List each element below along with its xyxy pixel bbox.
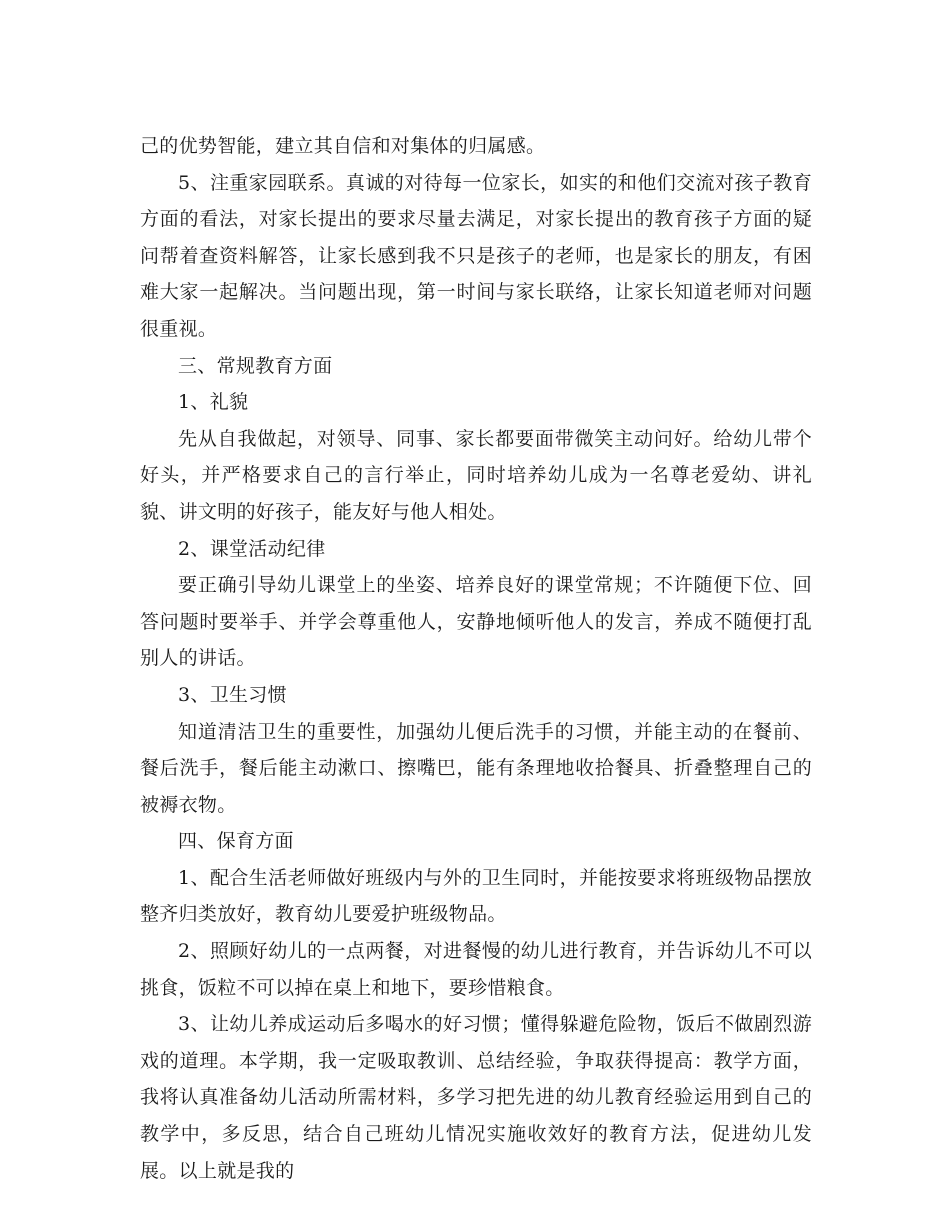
subheading-hygiene-habits: 3、卫生习惯 [178,683,287,706]
section-heading-routine-education: 三、常规教育方面 [178,354,333,377]
paragraph-care-item-2: 2、照顾好幼儿的一点两餐，对进餐慢的幼儿进行教育，并告诉幼儿不可以挑食，饭粒不可以掉在桌上和地下，要珍惜粮食。 [140,940,812,999]
paragraph-classroom-discipline: 要正确引导幼儿课堂上的坐姿、培养良好的课堂常规；不许随便下位、回答问题时要举手、并学会尊重他人，安静地倾听他人的发言，养成不随便打乱别人的讲话。 [140,574,812,670]
paragraph-manners: 先从自我做起，对领导、同事、家长都要面带微笑主动问好。给幼儿带个好头，并严格要求自己的言行举止，同时培养幼儿成为一名尊老爱幼、讲礼貌、讲文明的好孩子，能友好与他人相处。 [140,427,812,523]
section-heading-care: 四、保育方面 [178,830,294,853]
paragraph-care-item-3: 3、让幼儿养成运动后多喝水的好习惯；懂得躲避危险物，饭后不做剧烈游戏的道理。本学期，我一定吸取教训、总结经验，争取获得提高：教学方面，我将认真准备幼儿活动所需材料，多学习把先进的幼儿教育经验运用到自己的教学中，多反思，结合自己班幼儿情况实施收效好的教育方法，促进幼儿发展。以上就是我的 [140,1013,812,1182]
document-body [140,128,812,1189]
subheading-classroom-discipline: 2、课堂活动纪律 [178,537,326,560]
paragraph-home-school-contact: 5、注重家园联系。真诚的对待每一位家长，如实的和他们交流对孩子教育方面的看法，对家长提出的要求尽量去满足，对家长提出的教育孩子方面的疑问帮着查资料解答，让家长感到我不只是孩子的老师，也是家长的朋友，有困难大家一起解决。当问题出现，第一时间与家长联络，让家长知道老师对问题很重视。 [140,171,812,340]
paragraph-continuation: 己的优势智能，建立其自信和对集体的归属感。 [140,135,546,157]
subheading-manners: 1、礼貌 [178,391,249,414]
paragraph-hygiene-habits: 知道清洁卫生的重要性，加强幼儿便后洗手的习惯，并能主动的在餐前、餐后洗手，餐后能主动漱口、擦嘴巴，能有条理地收拾餐具、折叠整理自己的被褥衣物。 [140,720,812,816]
paragraph-care-item-1: 1、配合生活老师做好班级内与外的卫生同时，并能按要求将班级物品摆放整齐归类放好，教育幼儿要爱护班级物品。 [140,866,812,926]
